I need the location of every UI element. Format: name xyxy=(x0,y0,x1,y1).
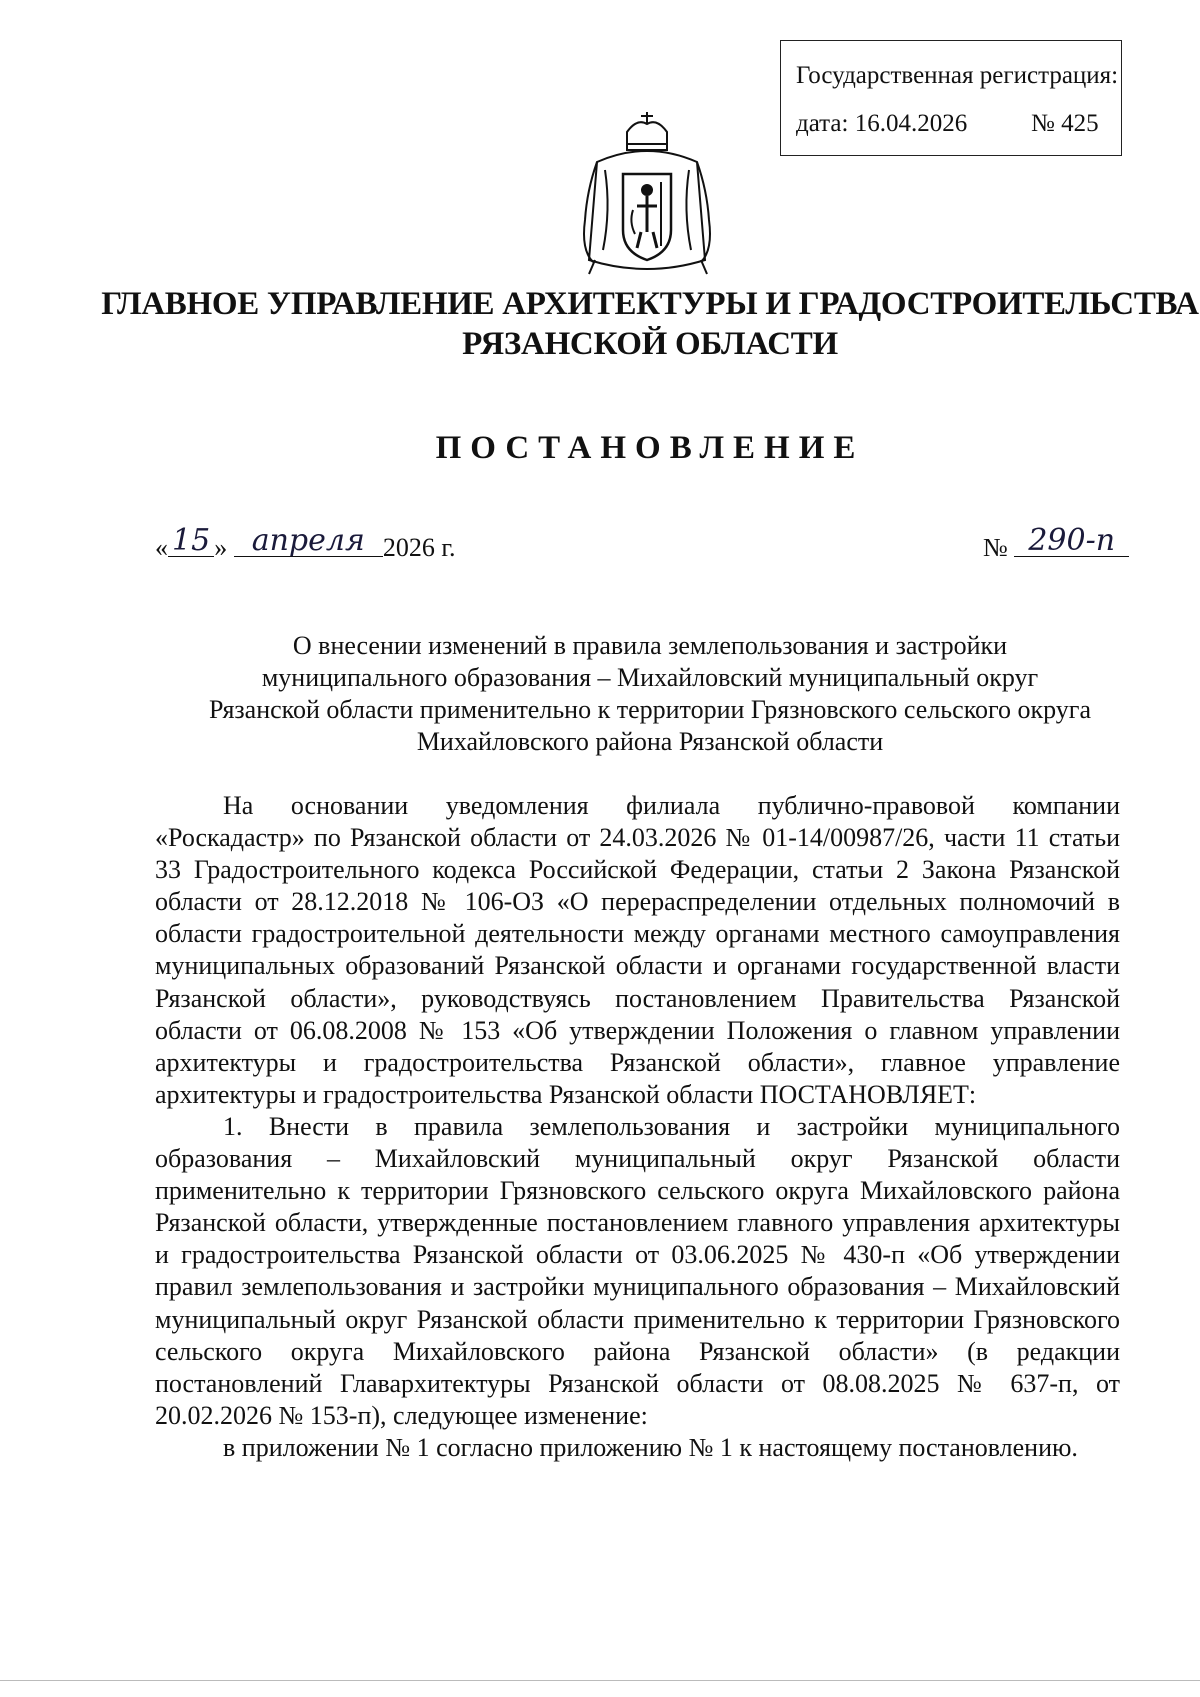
organization-name-line2: РЯЗАНСКОЙ ОБЛАСТИ xyxy=(462,326,838,362)
subject-line: Рязанской области применительно к территории Грязновского сельского округа xyxy=(208,695,1092,724)
subject-line: Михайловского района Рязанской области xyxy=(416,727,884,756)
date-month-handwritten: апреля xyxy=(234,526,383,557)
document-number xyxy=(983,523,1129,563)
subject-line: муниципального образования – Михайловский муниципальный округ xyxy=(261,663,1039,692)
document-body xyxy=(155,790,1120,1464)
registration-number: № 425 xyxy=(1031,110,1099,137)
document-subject xyxy=(100,630,1200,758)
clause-1-subparagraph: в приложении № 1 согласно приложению № 1 к настоящему постановлению. xyxy=(223,1432,1078,1462)
date-open-quote: « xyxy=(155,533,168,562)
registration-title: Государственная регистрация: xyxy=(796,62,1119,89)
scan-edge-line xyxy=(0,1680,1200,1681)
clause-1-paragraph: 1. Внести в правила землепользования и застройки муниципального образования – Михайловский муниципальный округ Рязанской области применительно к территории Грязновского сельского округа Михайловского района Рязанской области, утвержденные постановлением главного управления архитектуры и градостроительства Рязанской области от 03.06.2025 № 430-п «Об утверждении правил землепользования и застройки муниципального образования – Михайловский муниципальный округ Рязанской области применительно к территории Грязновского сельского округа Михайловского района Рязанской области» (в редакции постановлений Главархитектуры Рязанской области от 08.08.2025 № 637-п, от 20.02.2026 № 153-п), следующее изменение: xyxy=(155,1111,1120,1430)
document-date xyxy=(155,523,456,563)
document-type-title: ПОСТАНОВЛЕНИЕ xyxy=(435,430,865,466)
date-close-quote: » xyxy=(214,533,228,562)
date-year: 2026 г. xyxy=(382,533,456,562)
date-day-handwritten: 15 xyxy=(168,526,214,557)
registration-stamp xyxy=(780,40,1122,156)
registration-date: дата: 16.04.2026 xyxy=(796,110,968,137)
number-prefix: № xyxy=(983,533,1008,562)
coat-of-arms-ryazan-icon xyxy=(575,110,720,280)
subject-line: О внесении изменений в правила землепользования и застройки xyxy=(292,631,1008,660)
document-number-handwritten: 290-п xyxy=(1014,526,1129,557)
preamble-paragraph: На основании уведомления филиала публично-правовой компании «Роскадастр» по Рязанской области от 24.03.2026 № 01-14/00987/26, части 11 статьи 33 Градостроительного кодекса Российской Федерации, статьи 2 Закона Рязанской области от 28.12.2018 № 106-ОЗ «О перераспределении отдельных полномочий в области градостроительной деятельности между органами местного самоуправления муниципальных образований Рязанской области и органами государственной власти Рязанской области», руководствуясь постановлением Правительства Рязанской области от 06.08.2008 № 153 «Об утверждении Положения о главном управлении архитектуры и градостроительства Рязанской области», главное управление архитектуры и градостроительства Рязанской области ПОСТАНОВЛЯЕТ: xyxy=(155,791,1120,1109)
organization-name-line1: ГЛАВНОЕ УПРАВЛЕНИЕ АРХИТЕКТУРЫ И ГРАДОСТРОИТЕЛЬСТВА xyxy=(101,286,1199,322)
